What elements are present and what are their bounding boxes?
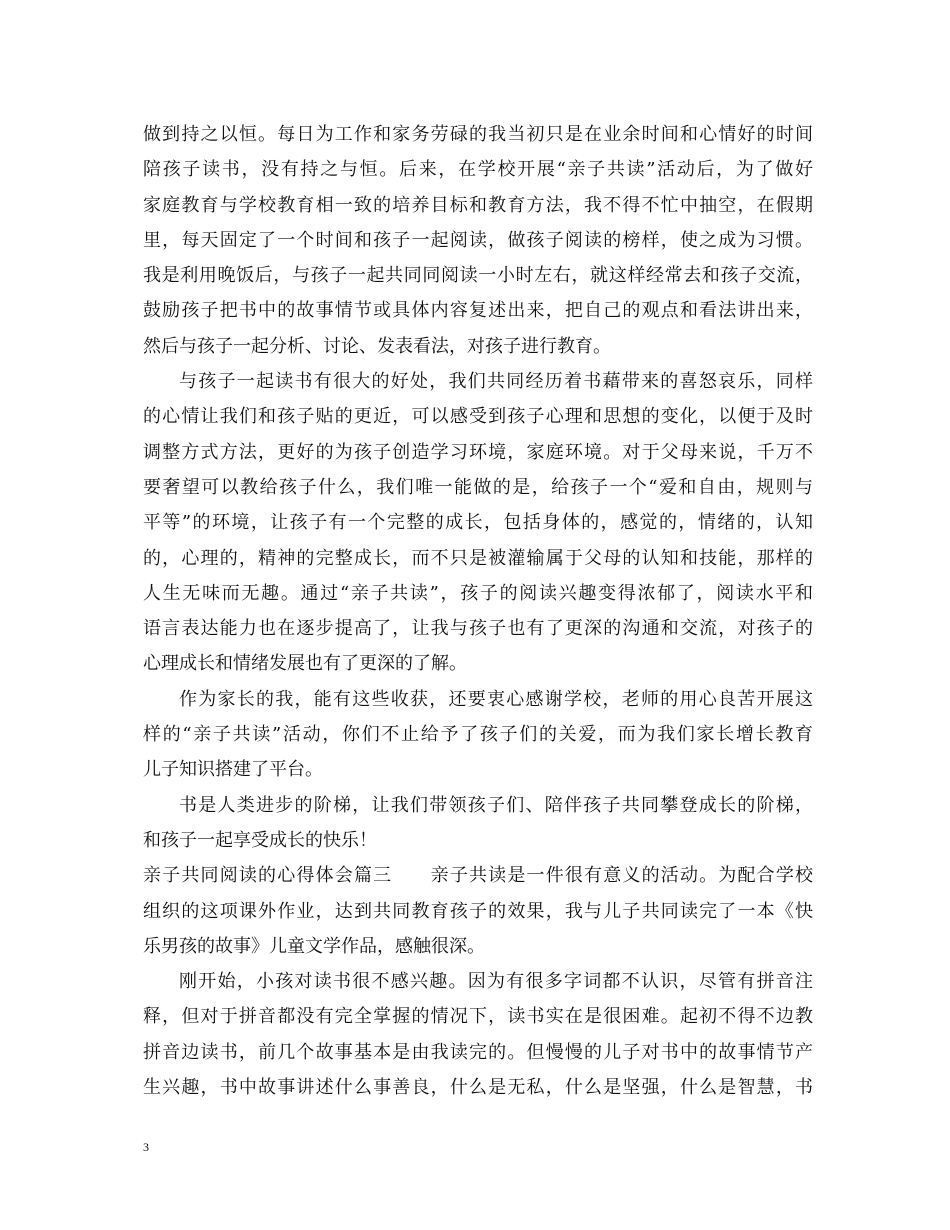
text-line: 释，但对于拼音都没有完全掌握的情况下，读书实在是很困难。起初不得不边教: [143, 1006, 813, 1028]
text-line: 与孩子一起读书有很大的好处，我们共同经历着书藉带来的喜怒哀乐，同样: [179, 371, 813, 393]
text-line: 陪孩子读书，没有持之与恒。后来，在学校开展“亲子共读”活动后，为了做好: [143, 159, 813, 181]
text-line: 心理成长和情绪发展也有了更深的了解。: [143, 653, 467, 675]
text-line: 作为家长的我，能有这些收获，还要衷心感谢学校，老师的用心良苦开展这: [179, 688, 813, 710]
body-text: [143, 117, 813, 1105]
text-line: 拼音边读书，前几个故事基本是由我读完的。但慢慢的儿子对书中的故事情节产: [143, 1041, 813, 1063]
text-line: 刚开始，小孩对读书很不感兴趣。因为有很多字词都不认识，尽管有拼音注: [179, 971, 813, 993]
text-line: 做到持之以恒。每日为工作和家务劳碌的我当初只是在业余时间和心情好的时间: [143, 124, 813, 145]
text-line: 组织的这项课外作业，达到共同教育孩子的效果，我与儿子共同读完了一本《快: [143, 900, 813, 922]
text-line: 我是利用晚饭后，与孩子一起共同同阅读一小时左右，就这样经常去和孩子交流，: [143, 265, 813, 287]
text-line: 书是人类进步的阶梯，让我们带领孩子们、陪伴孩子共同攀登成长的阶梯，: [179, 794, 813, 816]
text-line: 里，每天固定了一个时间和孩子一起阅读，做孩子阅读的榜样，使之成为习惯。: [143, 229, 813, 251]
text-line: 的，心理的，精神的完整成长，而不只是被灌输属于父母的认知和技能，那样的: [143, 547, 813, 569]
text-line: 要奢望可以教给孩子什么，我们唯一能做的是，给孩子一个“爱和自由，规则与: [143, 476, 813, 498]
text-line: 家庭教育与学校教育相一致的培养目标和教育方法，我不得不忙中抽空，在假期: [143, 194, 813, 216]
text-line: 人生无味而无趣。通过“亲子共读”，孩子的阅读兴趣变得浓郁了，阅读水平和: [143, 582, 813, 604]
text-line: 的心情让我们和孩子贴的更近，可以感受到孩子心理和思想的变化，以便于及时: [143, 406, 813, 428]
text-line: 语言表达能力也在逐步提高了，让我与孩子也有了更深的沟通和交流，对孩子的: [143, 618, 813, 640]
text-line: 和孩子一起享受成长的快乐！: [143, 829, 377, 851]
text-line: 然后与孩子一起分析、讨论、发表看法，对孩子进行教育。: [143, 335, 611, 357]
text-line: 鼓励孩子把书中的故事情节或具体内容复述出来，把自己的观点和看法讲出来，: [143, 300, 813, 322]
text-line: 平等”的环境，让孩子有一个完整的成长，包括身体的，感觉的，情绪的，认知: [143, 512, 813, 534]
page-number: 3: [143, 1140, 149, 1154]
text-line: 亲子共同阅读的心得体会篇三 亲子共读是一件很有意义的活动。为配合学校: [143, 865, 813, 887]
text-line: 乐男孩的故事》儿童文学作品，感触很深。: [143, 935, 485, 957]
text-line: 生兴趣，书中故事讲述什么事善良，什么是无私，什么是坚强，什么是智慧，书: [143, 1077, 813, 1099]
text-line: 调整方式方法，更好的为孩子创造学习环境，家庭环境。对于父母来说，千万不: [143, 441, 813, 463]
text-line: 儿子知识搭建了平台。: [143, 759, 323, 781]
text-line: 样的“亲子共读”活动，你们不止给予了孩子们的关爱，而为我们家长增长教育: [143, 724, 813, 746]
